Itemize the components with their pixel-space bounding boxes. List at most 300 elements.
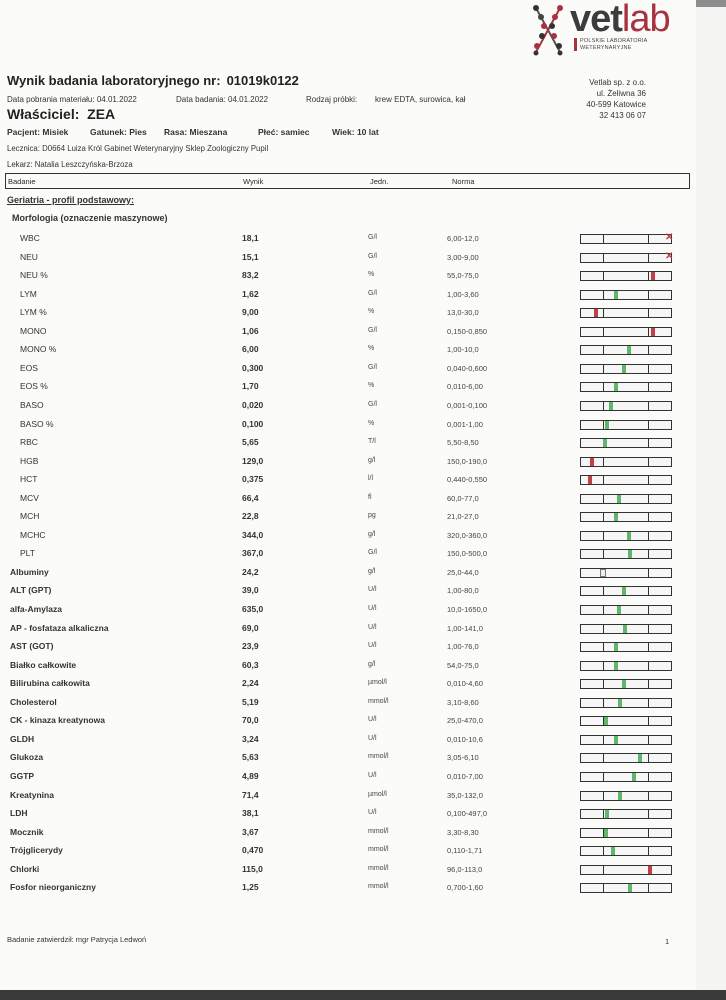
test-value: 344,0 (242, 529, 264, 540)
test-unit: G/l (368, 326, 377, 334)
test-name: NEU (20, 251, 38, 262)
sample-type: krew EDTA, surowica, kał (375, 95, 466, 104)
lab-address (586, 77, 646, 121)
range-indicator (580, 846, 672, 856)
test-value: 367,0 (242, 548, 264, 559)
result-row (0, 489, 696, 507)
collection-date: Data pobrania materiału: 04.01.2022 (7, 95, 137, 104)
range-indicator (580, 420, 672, 430)
test-norm: 0,100-497,0 (447, 809, 488, 819)
test-name: alfa-Amylaza (10, 604, 62, 614)
range-high-tick (648, 439, 649, 447)
test-name: LDH (10, 808, 28, 819)
test-name: GLDH (10, 733, 35, 744)
result-row (0, 619, 696, 637)
header-test: Badanie (8, 177, 36, 186)
test-unit: % (368, 382, 375, 390)
range-indicator (580, 382, 672, 392)
result-row (0, 377, 696, 395)
test-unit: fl (368, 493, 372, 501)
vetlab-logo (530, 0, 680, 56)
test-value: 129,0 (242, 455, 264, 466)
test-value: 71,4 (242, 789, 259, 800)
test-unit: G/l (368, 400, 377, 408)
result-row (0, 804, 696, 822)
test-unit: U/l (368, 809, 377, 817)
test-value: 4,89 (242, 770, 259, 781)
range-low-tick (603, 513, 604, 521)
test-value: 39,0 (242, 585, 259, 596)
test-norm: 1,00-76,0 (447, 642, 479, 652)
value-marker (617, 606, 621, 614)
test-value: 24,2 (242, 566, 259, 577)
page-number: 1 (665, 937, 670, 946)
range-high-tick (648, 235, 649, 243)
test-norm: 0,150-0,850 (447, 326, 488, 336)
value-marker (614, 736, 618, 744)
test-value: 66,4 (242, 492, 259, 503)
range-high-tick (648, 513, 649, 521)
test-name: MCV (20, 492, 39, 503)
result-row (0, 730, 696, 748)
lab-city: 40-599 Katowice (586, 100, 646, 109)
result-row (0, 748, 696, 766)
value-marker (618, 792, 622, 800)
test-name: AST (GOT) (10, 641, 54, 652)
test-name: BASO (20, 399, 44, 410)
range-low-tick (603, 587, 604, 595)
test-value: 5,65 (242, 437, 259, 448)
owner (7, 106, 115, 122)
test-norm: 25,0-44,0 (447, 567, 479, 577)
test-name: Glukoza (10, 752, 44, 763)
test-norm: 0,010-10,6 (447, 734, 483, 744)
test-name: MONO % (20, 344, 57, 355)
test-name: RBC (20, 437, 38, 448)
value-marker (622, 680, 626, 688)
value-marker (588, 476, 592, 484)
range-low-tick (603, 773, 604, 781)
test-name: Albuminy (10, 566, 49, 577)
test-name: PLT (20, 548, 35, 559)
test-unit: % (368, 419, 375, 427)
test-name: MONO (20, 325, 47, 336)
test-name: Mocznik (10, 826, 44, 837)
test-norm: 5,50-8,50 (447, 438, 479, 448)
range-high-tick (648, 884, 649, 892)
test-unit: U/l (368, 642, 377, 650)
test-value: 1,62 (242, 288, 259, 299)
range-high-tick (648, 309, 649, 317)
test-name: Bilirubina całkowita (10, 678, 90, 689)
range-indicator (580, 753, 672, 763)
test-name: MCHC (20, 529, 46, 540)
result-row (0, 340, 696, 358)
header-result: Wynik (243, 177, 264, 186)
test-norm: 0,440-0,550 (447, 475, 488, 485)
test-norm: 320,0-360,0 (447, 530, 488, 540)
test-norm: 1,00-10,0 (447, 345, 479, 355)
range-low-tick (603, 625, 604, 633)
test-norm: 60,0-77,0 (447, 493, 479, 503)
range-indicator (580, 772, 672, 782)
test-norm: 1,00-141,0 (447, 623, 483, 633)
range-low-tick (603, 792, 604, 800)
test-value: 0,300 (242, 362, 264, 373)
range-high-tick (648, 458, 649, 466)
range-low-tick (603, 495, 604, 503)
range-high-tick (648, 606, 649, 614)
range-low-tick (603, 884, 604, 892)
logo-wordmark (570, 0, 670, 41)
range-indicator (580, 791, 672, 801)
range-indicator (580, 234, 672, 244)
test-unit: % (368, 345, 375, 353)
test-value: 9,00 (242, 307, 259, 318)
result-row (0, 322, 696, 340)
test-norm: 54,0-75,0 (447, 660, 479, 670)
owner-name: ZEA (87, 106, 116, 122)
range-indicator (580, 457, 672, 467)
approved-by: Badanie zatwierdził: mgr Patrycja Ledwoń (7, 935, 147, 944)
range-low-tick (603, 866, 604, 874)
result-row (0, 303, 696, 321)
patient-name: Pacjent: Misiek (7, 127, 69, 137)
scan-edge-top (696, 0, 726, 7)
section-title: Geriatria - profil podstawowy: (7, 195, 135, 205)
value-marker (618, 699, 622, 707)
range-high-tick (648, 717, 649, 725)
result-row (0, 229, 696, 247)
test-value: 15,1 (242, 251, 259, 262)
test-norm: 1,00-3,60 (447, 289, 479, 299)
range-low-tick (603, 402, 604, 410)
value-marker (632, 773, 636, 781)
range-indicator (580, 568, 672, 578)
owner-label: Właściciel: (7, 106, 80, 122)
test-norm: 0,110-1,71 (447, 846, 483, 856)
value-marker (617, 495, 621, 503)
test-value: 5,63 (242, 752, 259, 763)
range-high-tick (648, 291, 649, 299)
test-name: Cholesterol (10, 696, 57, 707)
result-row (0, 433, 696, 451)
range-high-tick (648, 383, 649, 391)
result-row (0, 656, 696, 674)
test-norm: 21,0-27,0 (447, 512, 479, 522)
dna-helix-icon (530, 4, 570, 56)
report-number: 01019k0122 (226, 73, 299, 88)
range-low-tick (603, 383, 604, 391)
result-row (0, 544, 696, 562)
range-low-tick (603, 328, 604, 336)
value-marker (614, 513, 618, 521)
result-row (0, 637, 696, 655)
range-low-tick (603, 643, 604, 651)
range-indicator (580, 512, 672, 522)
test-value: 18,1 (242, 233, 259, 243)
test-name: BASO % (20, 418, 54, 429)
result-row (0, 878, 696, 896)
range-indicator (580, 624, 672, 634)
test-unit: % (368, 271, 375, 279)
logo-subtitle (574, 38, 647, 51)
test-name: Fosfor nieorganiczny (10, 882, 96, 893)
range-low-tick (603, 754, 604, 762)
range-low-tick (603, 699, 604, 707)
lab-street: ul. Żeliwna 36 (596, 89, 646, 98)
range-indicator (580, 661, 672, 671)
test-name: EOS (20, 362, 38, 373)
range-indicator (580, 698, 672, 708)
test-value: 22,8 (242, 511, 259, 522)
test-unit: g/l (368, 456, 376, 464)
sample-type-label: Rodzaj próbki: (306, 95, 358, 104)
range-high-tick (648, 662, 649, 670)
value-marker (627, 532, 631, 540)
range-low-tick (603, 458, 604, 466)
range-high-tick (648, 402, 649, 410)
range-indicator (580, 531, 672, 541)
test-name: LYM (20, 288, 37, 299)
range-low-tick (603, 421, 604, 429)
test-name: Trójglicerydy (10, 845, 63, 856)
range-low-tick (603, 235, 604, 243)
test-norm: 35,0-132,0 (447, 790, 483, 800)
test-unit: % (368, 308, 375, 316)
range-high-tick (648, 254, 649, 262)
test-name: HCT (20, 474, 38, 485)
test-name: CK - kinaza kreatynowa (10, 715, 105, 726)
test-unit: G/l (368, 289, 377, 297)
value-marker (628, 884, 632, 892)
result-row (0, 563, 696, 581)
range-indicator (580, 494, 672, 504)
test-value: 6,00 (242, 344, 259, 355)
test-value: 3,24 (242, 733, 259, 744)
lab-phone: 32 413 06 07 (599, 111, 646, 120)
test-unit: U/l (368, 586, 377, 594)
test-norm: 13,0-30,0 (447, 308, 479, 318)
result-row (0, 359, 696, 377)
range-high-tick (648, 569, 649, 577)
test-name: WBC (20, 233, 40, 243)
range-low-tick (603, 346, 604, 354)
test-unit: µmol/l (368, 790, 387, 798)
range-high-tick (648, 272, 649, 280)
test-date: Data badania: 04.01.2022 (176, 95, 269, 104)
test-name: ALT (GPT) (10, 585, 52, 596)
test-norm: 0,010-6,00 (447, 382, 483, 392)
test-norm: 1,00-80,0 (447, 586, 479, 596)
test-name: MCH (20, 511, 40, 522)
range-indicator (580, 735, 672, 745)
test-value: 60,3 (242, 659, 259, 670)
test-unit: G/l (368, 363, 377, 371)
test-value: 1,25 (242, 882, 259, 893)
test-unit: U/l (368, 734, 377, 742)
test-norm: 0,001-1,00 (447, 419, 483, 429)
range-low-tick (603, 272, 604, 280)
range-high-tick (648, 773, 649, 781)
value-marker (614, 662, 618, 670)
patient-species: Gatunek: Pies (90, 127, 147, 137)
range-low-tick (603, 365, 604, 373)
test-value: 69,0 (242, 622, 259, 633)
range-indicator (580, 364, 672, 374)
range-low-tick (603, 309, 604, 317)
test-unit: U/l (368, 605, 377, 612)
test-name: Kreatynina (10, 789, 54, 800)
table-header (5, 173, 690, 189)
result-row (0, 841, 696, 859)
result-row (0, 396, 696, 414)
test-name: LYM % (20, 307, 47, 318)
test-unit: g/l (368, 660, 376, 668)
range-indicator (580, 475, 672, 485)
result-row (0, 415, 696, 433)
value-marker (651, 328, 655, 336)
logo-sub2: WETERYNARYJNE (580, 44, 632, 51)
value-marker (622, 587, 626, 595)
value-marker (622, 365, 626, 373)
range-high-tick (648, 829, 649, 837)
header-norm: Norma (452, 177, 475, 186)
value-marker (603, 439, 607, 447)
result-row (0, 507, 696, 525)
test-value: 70,0 (242, 715, 259, 726)
out-of-range-icon: ✕ (665, 250, 674, 262)
result-row (0, 285, 696, 303)
test-norm: 25,0-470,0 (447, 716, 483, 726)
patient-sex: Płeć: samiec (258, 127, 310, 137)
test-norm: 0,040-0,600 (447, 363, 488, 373)
logo-sub1: POLSKIE LABORATORIA (580, 38, 648, 44)
range-indicator (580, 679, 672, 689)
range-low-tick (603, 680, 604, 688)
range-indicator (580, 605, 672, 615)
result-row (0, 674, 696, 692)
out-of-range-icon: ✕ (665, 232, 674, 243)
test-norm: 3,00-9,00 (447, 252, 479, 262)
value-marker (604, 829, 608, 837)
range-high-tick (648, 754, 649, 762)
test-value: 1,70 (242, 381, 259, 392)
result-row (0, 786, 696, 804)
range-indicator (580, 865, 672, 875)
value-marker (600, 569, 606, 577)
range-indicator (580, 828, 672, 838)
test-value: 83,2 (242, 270, 259, 281)
test-value: 0,020 (242, 399, 264, 410)
range-indicator (580, 716, 672, 726)
test-norm: 3,05-6,10 (447, 753, 479, 763)
test-unit: U/l (368, 771, 377, 779)
range-high-tick (648, 736, 649, 744)
test-unit: T/l (368, 438, 376, 446)
value-marker (614, 643, 618, 651)
test-norm: 0,010-7,00 (447, 771, 483, 781)
value-marker (638, 754, 642, 762)
test-unit: mmol/l (368, 883, 389, 891)
result-row (0, 600, 696, 618)
value-marker (628, 550, 632, 558)
logo-vet: vet (570, 0, 622, 40)
range-high-tick (648, 495, 649, 503)
value-marker (594, 309, 598, 317)
range-high-tick (648, 847, 649, 855)
patient-age: Wiek: 10 lat (332, 127, 379, 137)
range-low-tick (603, 662, 604, 670)
test-unit: mmol/l (368, 846, 389, 854)
result-row (0, 470, 696, 488)
test-norm: 10,0-1650,0 (447, 605, 488, 614)
test-value: 115,0 (242, 863, 263, 874)
value-marker (605, 810, 609, 818)
test-value: 0,100 (242, 418, 264, 429)
value-marker (614, 383, 618, 391)
test-norm: 0,010-4,60 (447, 679, 483, 689)
value-marker (605, 421, 609, 429)
range-indicator (580, 642, 672, 652)
lab-name: Vetlab sp. z o.o. (589, 78, 646, 87)
test-norm: 6,00-12,0 (447, 234, 479, 243)
result-row (0, 767, 696, 785)
test-unit: U/l (368, 716, 377, 724)
range-indicator (580, 809, 672, 819)
range-indicator (580, 327, 672, 337)
range-high-tick (648, 680, 649, 688)
range-high-tick (648, 625, 649, 633)
result-row (0, 581, 696, 599)
range-high-tick (648, 699, 649, 707)
clinic: Lecznica: D0664 Luiza Król Gabinet Weterynaryjny Sklep Zoologiczny Pupil (7, 144, 269, 153)
test-value: 38,1 (242, 808, 259, 819)
result-row (0, 452, 696, 470)
value-marker (627, 346, 631, 354)
test-unit: l/l (368, 475, 374, 483)
test-value: 3,67 (242, 826, 259, 837)
range-high-tick (648, 476, 649, 484)
range-high-tick (648, 421, 649, 429)
test-name: AP - fosfataza alkaliczna (10, 622, 109, 633)
test-unit: mmol/l (368, 753, 389, 761)
range-high-tick (648, 328, 649, 336)
test-norm: 150,0-500,0 (447, 549, 488, 559)
result-row (0, 266, 696, 284)
range-low-tick (603, 550, 604, 558)
value-marker (648, 866, 652, 874)
range-high-tick (648, 365, 649, 373)
value-marker (623, 625, 627, 633)
range-low-tick (603, 810, 604, 818)
test-unit: µmol/l (368, 679, 387, 687)
test-unit: U/l (368, 623, 377, 631)
result-row (0, 860, 696, 878)
value-marker (651, 272, 655, 280)
range-high-tick (648, 643, 649, 651)
doctor: Lekarz: Natalia Leszczyńska-Brzoza (7, 160, 133, 169)
test-value: 635,0 (242, 604, 264, 614)
result-row (0, 526, 696, 544)
result-row (0, 693, 696, 711)
test-name: GGTP (10, 770, 35, 781)
range-low-tick (603, 606, 604, 614)
range-indicator (580, 883, 672, 893)
test-norm: 0,700-1,60 (447, 883, 483, 893)
test-value: 1,06 (242, 325, 259, 336)
range-indicator (580, 401, 672, 411)
